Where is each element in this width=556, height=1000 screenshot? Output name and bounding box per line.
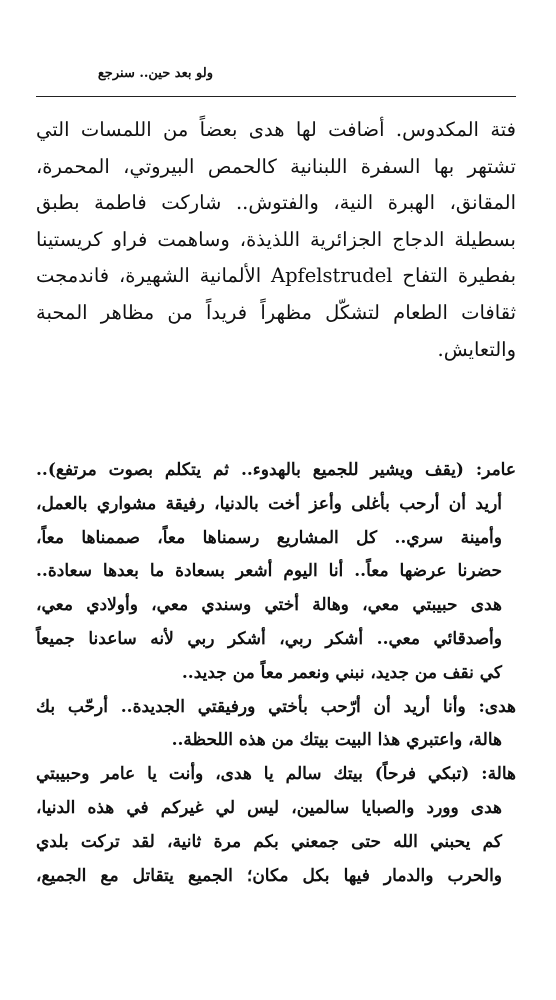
narrative-section [36, 112, 516, 368]
dialogue-line [36, 691, 516, 725]
dialogue-entry-hala [36, 758, 516, 893]
dialogue-line: هدى وورد والصبايا سالمين، ليس لي غيركم في هذه الدنيا، [36, 797, 502, 818]
dialogue-line: كي نقف من جديد، نبني ونعمر معاً من جديد.. [181, 662, 502, 683]
header-rule [36, 96, 516, 97]
dialogue-line: كم يحبني الله حتى جمعني بكم مرة ثانية، لقد تركت بلدي [36, 831, 502, 852]
dialogue-text: (تبكي فرحاً) بيتك سالم يا هدى، وأنت يا عامر وحبيبتي [36, 764, 470, 785]
dialogue-line: هدى حبيبتي معي، وهالة أختي وسندي معي، وأولادي معي، [36, 595, 502, 616]
dialogue-line: حضرنا عرضها معاً.. أنا اليوم أشعر بسعادة ما بعدها سعادة.. [36, 561, 502, 582]
dialogue-line: وأمينة سري.. كل المشاريع رسمناها معاً، صممناها معاً، [36, 527, 502, 548]
dialogue-line: أريد أن أرحب بأغلى وأعز أخت بالدنيا، رفيقة مشواري بالعمل، [36, 493, 502, 514]
speaker-name: عامر: [475, 460, 517, 480]
dialogue-section [36, 454, 516, 893]
dialogue-text: (يقف ويشير للجميع بالهدوء.. ثم يتكلم بصوت مرتفع).. [36, 460, 464, 480]
dialogue-entry-amer [36, 454, 516, 691]
dialogue-line [36, 454, 516, 488]
running-header: ولو بعد حين.. سنرجع [97, 66, 213, 81]
dialogue-entry-huda [36, 691, 516, 759]
dialogue-line [36, 758, 516, 792]
dialogue-text: وأنا أريد أن أرّحب بأختي ورفيقتي الجديدة.. أرحّب بك [36, 696, 466, 717]
speaker-name: هالة: [481, 764, 517, 785]
speaker-name: هدى: [478, 696, 517, 717]
dialogue-line: والحرب والدمار فيها بكل مكان؛ الجميع يتقاتل مع الجميع، [36, 865, 502, 886]
dialogue-line: هالة، واعتبري هذا البيت بيتك من هذه اللحظة.. [171, 730, 502, 751]
narrative-paragraph: فتة المكدوس. أضافت لها هدى بعضاً من اللمسات التي تشتهر بها السفرة اللبنانية كالحمص البيروتي، المحمرة، المقانق، الهبرة النية، والفتوش.. شاركت فاطمة بطبق بسطيلة الدجاج الجزائرية اللذيذة، وساهمت فراو كريستينا بفطيرة التفاح Apfelstrudel الألمانية الشهيرة، فاندمجت ثقافات الطعام لتشكّل مظهراً فريداً من مظاهر المحبة والتعايش. [36, 118, 516, 361]
dialogue-line: وأصدقائي معي.. أشكر ربي، أشكر ربي لأنه ساعدنا جميعاً [36, 628, 502, 649]
